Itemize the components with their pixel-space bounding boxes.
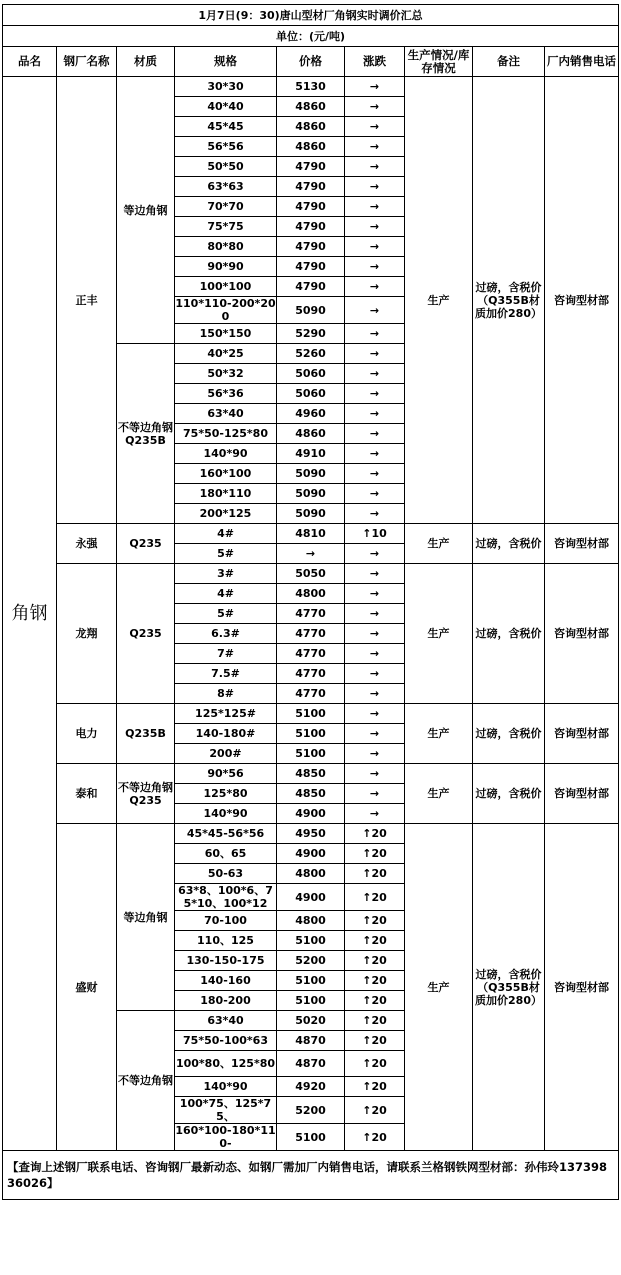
- spec-cell: 45*45: [175, 117, 277, 137]
- spec-cell: 140*90: [175, 804, 277, 824]
- unit-label: 单位：(元/吨): [3, 26, 619, 47]
- change-cell: ↑20: [345, 1031, 405, 1051]
- price-cell: 4900: [277, 844, 345, 864]
- price-cell: 4860: [277, 97, 345, 117]
- spec-cell: 5#: [175, 544, 277, 564]
- price-cell: 4800: [277, 864, 345, 884]
- spec-cell: 8#: [175, 684, 277, 704]
- spec-cell: 50*32: [175, 364, 277, 384]
- change-cell: ↑20: [345, 1011, 405, 1031]
- header-change: 涨跌: [345, 47, 405, 77]
- spec-cell: 160*100: [175, 464, 277, 484]
- spec-cell: 110*110-200*200: [175, 297, 276, 323]
- remark-cell: 过磅，含税价: [473, 524, 545, 564]
- change-cell: →: [345, 237, 405, 257]
- spec-cell: 56*36: [175, 384, 277, 404]
- price-cell: 4850: [277, 784, 345, 804]
- spec-cell: 100*80、125*80: [175, 1051, 277, 1077]
- mill-name: 盛财: [57, 824, 117, 1151]
- price-cell: 4790: [277, 217, 345, 237]
- material-cell: 不等边角钢: [117, 1011, 175, 1151]
- spec-cell: 100*75、125*75、: [175, 1097, 277, 1124]
- price-cell: 4800: [277, 911, 345, 931]
- spec-cell: 125*80: [175, 784, 277, 804]
- production-status: 生产: [405, 564, 473, 704]
- price-cell: 4900: [277, 804, 345, 824]
- price-cell: 4860: [277, 137, 345, 157]
- change-cell: ↑20: [345, 1077, 405, 1097]
- price-cell: 5090: [277, 297, 345, 324]
- spec-cell: 50-63: [175, 864, 277, 884]
- price-cell: 5100: [277, 991, 345, 1011]
- material-cell: 等边角钢: [117, 77, 175, 344]
- sales-phone: 咨询型材部: [545, 524, 619, 564]
- change-cell: →: [345, 804, 405, 824]
- spec-cell: 40*25: [175, 344, 277, 364]
- change-cell: →: [345, 217, 405, 237]
- spec-cell: 45*45-56*56: [175, 824, 277, 844]
- change-cell: →: [345, 324, 405, 344]
- production-status: 生产: [405, 524, 473, 564]
- change-cell: →: [345, 297, 405, 324]
- change-cell: →: [345, 664, 405, 684]
- price-cell: 5260: [277, 344, 345, 364]
- change-cell: ↑20: [345, 1051, 405, 1077]
- change-cell: →: [345, 624, 405, 644]
- price-cell: 5100: [277, 1124, 345, 1151]
- production-status: 生产: [405, 704, 473, 764]
- change-cell: ↑20: [345, 864, 405, 884]
- product-name: 角钢: [3, 77, 57, 1151]
- spec-cell: 6.3#: [175, 624, 277, 644]
- change-cell: →: [345, 784, 405, 804]
- change-cell: →: [345, 604, 405, 624]
- change-cell: →: [345, 544, 405, 564]
- spec-cell: 150*150: [175, 324, 277, 344]
- price-cell: 5200: [277, 951, 345, 971]
- remark-cell: 过磅，含税价: [473, 764, 545, 824]
- spec-cell: 110、125: [175, 931, 277, 951]
- production-status: 生产: [405, 764, 473, 824]
- price-cell: 4770: [277, 624, 345, 644]
- price-cell: 4790: [277, 277, 345, 297]
- spec-cell: 75*50-125*80: [175, 424, 277, 444]
- mill-name: 泰和: [57, 764, 117, 824]
- sales-phone: 咨询型材部: [545, 764, 619, 824]
- price-cell: 4790: [277, 177, 345, 197]
- change-cell: →: [345, 764, 405, 784]
- change-cell: →: [345, 257, 405, 277]
- change-cell: →: [345, 504, 405, 524]
- spec-cell: 130-150-175: [175, 951, 277, 971]
- change-cell: →: [345, 424, 405, 444]
- price-cell: 4910: [277, 444, 345, 464]
- spec-cell: 5#: [175, 604, 277, 624]
- table-row: [3, 564, 619, 584]
- mill-name: 永强: [57, 524, 117, 564]
- change-cell: →: [345, 137, 405, 157]
- change-cell: →: [345, 97, 405, 117]
- spec-cell: 100*100: [175, 277, 277, 297]
- spec-cell: 200#: [175, 744, 277, 764]
- remark-cell: 过磅，含税价: [473, 564, 545, 704]
- change-cell: →: [345, 684, 405, 704]
- change-cell: ↑20: [345, 931, 405, 951]
- spec-cell: 90*90: [175, 257, 277, 277]
- spec-cell: 180*110: [175, 484, 277, 504]
- header-price: 价格: [277, 47, 345, 77]
- material-cell: 等边角钢: [117, 824, 175, 1011]
- price-cell: 5090: [277, 484, 345, 504]
- change-cell: →: [345, 584, 405, 604]
- change-cell: →: [345, 464, 405, 484]
- price-cell: 4790: [277, 257, 345, 277]
- table-row: [3, 764, 619, 784]
- price-cell: 4770: [277, 664, 345, 684]
- price-cell: 4790: [277, 197, 345, 217]
- header-row: [3, 47, 619, 77]
- price-cell: 4870: [277, 1051, 345, 1077]
- spec-cell: 30*30: [175, 77, 277, 97]
- price-cell: 5100: [277, 744, 345, 764]
- spec-cell: 4#: [175, 584, 277, 604]
- spec-cell: 180-200: [175, 991, 277, 1011]
- sheet-title: 1月7日(9：30)唐山型材厂角钢实时调价汇总: [3, 5, 619, 26]
- spec-cell: 140-180#: [175, 724, 277, 744]
- change-cell: →: [345, 277, 405, 297]
- price-cell: 5100: [277, 971, 345, 991]
- price-cell: 4770: [277, 604, 345, 624]
- price-cell: 5090: [277, 464, 345, 484]
- spec-cell: 7.5#: [175, 664, 277, 684]
- change-cell: ↑20: [345, 911, 405, 931]
- mill-name: 龙翔: [57, 564, 117, 704]
- price-cell: 5290: [277, 324, 345, 344]
- price-cell: 4800: [277, 584, 345, 604]
- spec-cell: 63*40: [175, 404, 277, 424]
- spec-cell: 40*40: [175, 97, 277, 117]
- production-status: 生产: [405, 77, 473, 524]
- spec-cell: 3#: [175, 564, 277, 584]
- price-cell: 4950: [277, 824, 345, 844]
- price-cell: 4790: [277, 237, 345, 257]
- spec-cell: 4#: [175, 524, 277, 544]
- spec-cell: 56*56: [175, 137, 277, 157]
- change-cell: ↑20: [345, 1097, 405, 1124]
- change-cell: →: [345, 364, 405, 384]
- price-cell: 5130: [277, 77, 345, 97]
- material-cell: 不等边角钢Q235B: [117, 344, 175, 524]
- spec-cell: 7#: [175, 644, 277, 664]
- price-cell: 4850: [277, 764, 345, 784]
- price-cell: 4900: [277, 884, 345, 911]
- change-cell: ↑20: [345, 824, 405, 844]
- table-row: [3, 704, 619, 724]
- remark-cell: 过磅，含税价: [473, 704, 545, 764]
- material-cell: Q235B: [117, 704, 175, 764]
- spec-cell: 125*125#: [175, 704, 277, 724]
- spec-cell: 63*63: [175, 177, 277, 197]
- price-cell: 4860: [277, 117, 345, 137]
- table-row: [3, 77, 619, 97]
- price-cell: 4770: [277, 684, 345, 704]
- mill-name: 正丰: [57, 77, 117, 524]
- contact-footer: 【查询上述钢厂联系电话、咨询钢厂最新动态、如钢厂需加厂内销售电话，请联系兰格钢铁网型材部：孙伟玲13739836026】: [3, 1151, 619, 1200]
- spec-cell: 63*8、100*6、75*10、100*12: [175, 884, 277, 911]
- price-table: [2, 4, 619, 1200]
- change-cell: →: [345, 724, 405, 744]
- spec-cell: 75*75: [175, 217, 277, 237]
- change-cell: →: [345, 177, 405, 197]
- spec-cell: 90*56: [175, 764, 277, 784]
- spec-cell: 63*40: [175, 1011, 277, 1031]
- header-production: 生产情况/库存情况: [405, 47, 473, 77]
- price-cell: 4790: [277, 157, 345, 177]
- change-cell: ↑10: [345, 524, 405, 544]
- change-cell: ↑20: [345, 971, 405, 991]
- change-cell: →: [345, 644, 405, 664]
- change-cell: ↑20: [345, 951, 405, 971]
- change-cell: →: [345, 484, 405, 504]
- change-cell: →: [345, 197, 405, 217]
- change-cell: ↑20: [345, 1124, 405, 1151]
- header-spec: 规格: [175, 47, 277, 77]
- price-cell: 5050: [277, 564, 345, 584]
- sales-phone: 咨询型材部: [545, 824, 619, 1151]
- sales-phone: 咨询型材部: [545, 704, 619, 764]
- table-row: [3, 524, 619, 544]
- price-cell: 5100: [277, 931, 345, 951]
- price-cell: 5200: [277, 1097, 345, 1124]
- remark-cell: 过磅，含税价（Q355B材质加价280）: [473, 77, 545, 524]
- change-cell: →: [345, 157, 405, 177]
- price-cell: 5090: [277, 504, 345, 524]
- change-cell: →: [345, 77, 405, 97]
- price-cell: 5060: [277, 384, 345, 404]
- header-mill: 钢厂名称: [57, 47, 117, 77]
- spec-cell: 70*70: [175, 197, 277, 217]
- spec-cell: 50*50: [175, 157, 277, 177]
- price-cell: 4810: [277, 524, 345, 544]
- change-cell: ↑20: [345, 844, 405, 864]
- price-cell: 5100: [277, 704, 345, 724]
- mill-name: 电力: [57, 704, 117, 764]
- spec-cell: 160*100-180*110-: [175, 1124, 276, 1150]
- sales-phone: 咨询型材部: [545, 77, 619, 524]
- spec-cell: 140*90: [175, 444, 277, 464]
- price-cell: →: [277, 544, 345, 564]
- spec-cell: 200*125: [175, 504, 277, 524]
- spec-cell: 140*90: [175, 1077, 277, 1097]
- price-cell: 5020: [277, 1011, 345, 1031]
- spec-cell: 75*50-100*63: [175, 1031, 277, 1051]
- sales-phone: 咨询型材部: [545, 564, 619, 704]
- header-phone: 厂内销售电话: [545, 47, 619, 77]
- price-cell: 4960: [277, 404, 345, 424]
- price-cell: 4870: [277, 1031, 345, 1051]
- remark-cell: 过磅，含税价（Q355B材质加价280）: [473, 824, 545, 1151]
- price-cell: 5060: [277, 364, 345, 384]
- price-cell: 4860: [277, 424, 345, 444]
- change-cell: →: [345, 704, 405, 724]
- header-material: 材质: [117, 47, 175, 77]
- price-cell: 4920: [277, 1077, 345, 1097]
- material-cell: Q235: [117, 524, 175, 564]
- change-cell: →: [345, 564, 405, 584]
- change-cell: →: [345, 117, 405, 137]
- price-cell: 4770: [277, 644, 345, 664]
- production-status: 生产: [405, 824, 473, 1151]
- spec-cell: 140-160: [175, 971, 277, 991]
- change-cell: →: [345, 744, 405, 764]
- spec-cell: 80*80: [175, 237, 277, 257]
- change-cell: →: [345, 384, 405, 404]
- spec-cell: 60、65: [175, 844, 277, 864]
- header-remark: 备注: [473, 47, 545, 77]
- change-cell: ↑20: [345, 991, 405, 1011]
- change-cell: →: [345, 344, 405, 364]
- price-cell: 5100: [277, 724, 345, 744]
- price-sheet: [2, 4, 618, 1200]
- table-row: [3, 824, 619, 844]
- spec-cell: 70-100: [175, 911, 277, 931]
- change-cell: →: [345, 444, 405, 464]
- header-product: 品名: [3, 47, 57, 77]
- material-cell: Q235: [117, 564, 175, 704]
- material-cell: 不等边角钢Q235: [117, 764, 175, 824]
- change-cell: →: [345, 404, 405, 424]
- change-cell: ↑20: [345, 884, 405, 911]
